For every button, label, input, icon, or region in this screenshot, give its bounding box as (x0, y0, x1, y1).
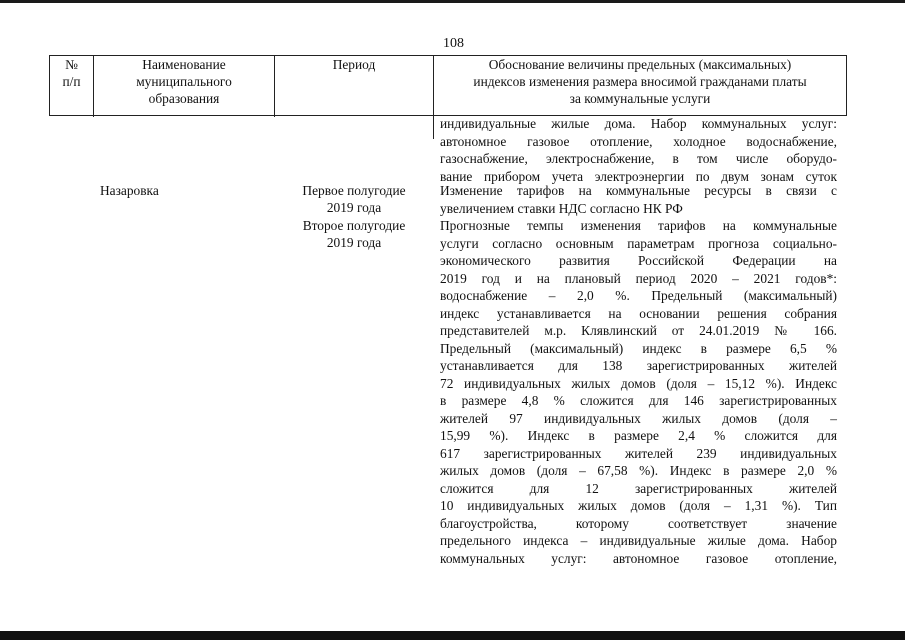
text-line: представителей м.р. Клявлинский от 24.01.2019 № 166. (440, 323, 837, 338)
text-line: жителей 97 индивидуальных жилых домов (доля – (440, 410, 837, 426)
text-line: услуги согласно основным параметрам прогноза социально- (440, 235, 837, 251)
scan-bottom-border (0, 631, 905, 640)
text-line: Изменение тарифов на коммунальные ресурсы в связи с (440, 183, 837, 198)
text-line: коммунальных услуг: автономное газовое отопление, (440, 550, 837, 566)
header-period-col: Период (332, 57, 376, 72)
text-line: сложится для 12 зарегистрированных жителей (440, 480, 837, 496)
text-line: 2019 год и на плановый период 2020 – 2021 годов*: (440, 270, 837, 286)
page-number: 108 (443, 36, 464, 51)
text-line: вание прибором учета электроэнергии по двум зонам суток (440, 168, 837, 184)
text-line: водоснабжение – 2,0 %. Предельный (максимальный) (440, 288, 837, 303)
period-first-half: Первое полугодие 2019 года (302, 183, 406, 216)
text-line: жилых домов (доля – 67,58 %). Индекс в размере 2,0 % (440, 463, 837, 478)
header-number-col: № п/п (62, 57, 81, 89)
text-line: устанавливается для 138 зарегистрированных жителей (440, 358, 837, 373)
period-second-half: Второе полугодие 2019 года (302, 218, 406, 251)
text-line: 72 индивидуальных жилых домов (доля – 15,12 %). Индекс (440, 375, 837, 391)
text-line: автономное газовое отопление, холодное водоснабжение, (440, 133, 837, 149)
text-line: 10 индивидуальных жилых домов (доля – 1,31 %). Тип (440, 498, 837, 513)
text-line: в размере 4,8 % сложится для 146 зарегистрированных (440, 393, 837, 408)
text-line: газоснабжение, электроснабжение, в том числе оборудо- (440, 151, 837, 166)
municipality-name: Назаровка (100, 183, 159, 198)
text-line: увеличением ставки НДС согласно НК РФ (440, 200, 683, 216)
header-municipality-col: Наименование муниципального образования (136, 57, 232, 106)
text-line: Прогнозные темпы изменения тарифов на коммунальные (440, 218, 837, 233)
header-basis-col: Обоснование величины предельных (максимальных) индексов изменения размера вносимой гражданами платы за коммунальные услуги (473, 57, 807, 106)
text-line: 617 зарегистрированных жителей 239 индивидуальных (440, 445, 837, 461)
text-line: индивидуальные жилые дома. Набор коммунальных услуг: (440, 116, 837, 131)
text-line: предельного индекса – индивидуальные жилые дома. Набор (440, 533, 837, 548)
scan-top-border (0, 0, 905, 3)
text-line: 15,99 %). Индекс в размере 2,4 % сложится для (440, 428, 837, 443)
text-line: Предельный (максимальный) индекс в размере 6,5 % (440, 340, 837, 356)
text-line: благоустройства, которому соответствует значение (440, 515, 837, 531)
text-line: экономического развития Российской Федерации на (440, 253, 837, 268)
text-line: индекс устанавливается на основании решения собрания (440, 305, 837, 321)
